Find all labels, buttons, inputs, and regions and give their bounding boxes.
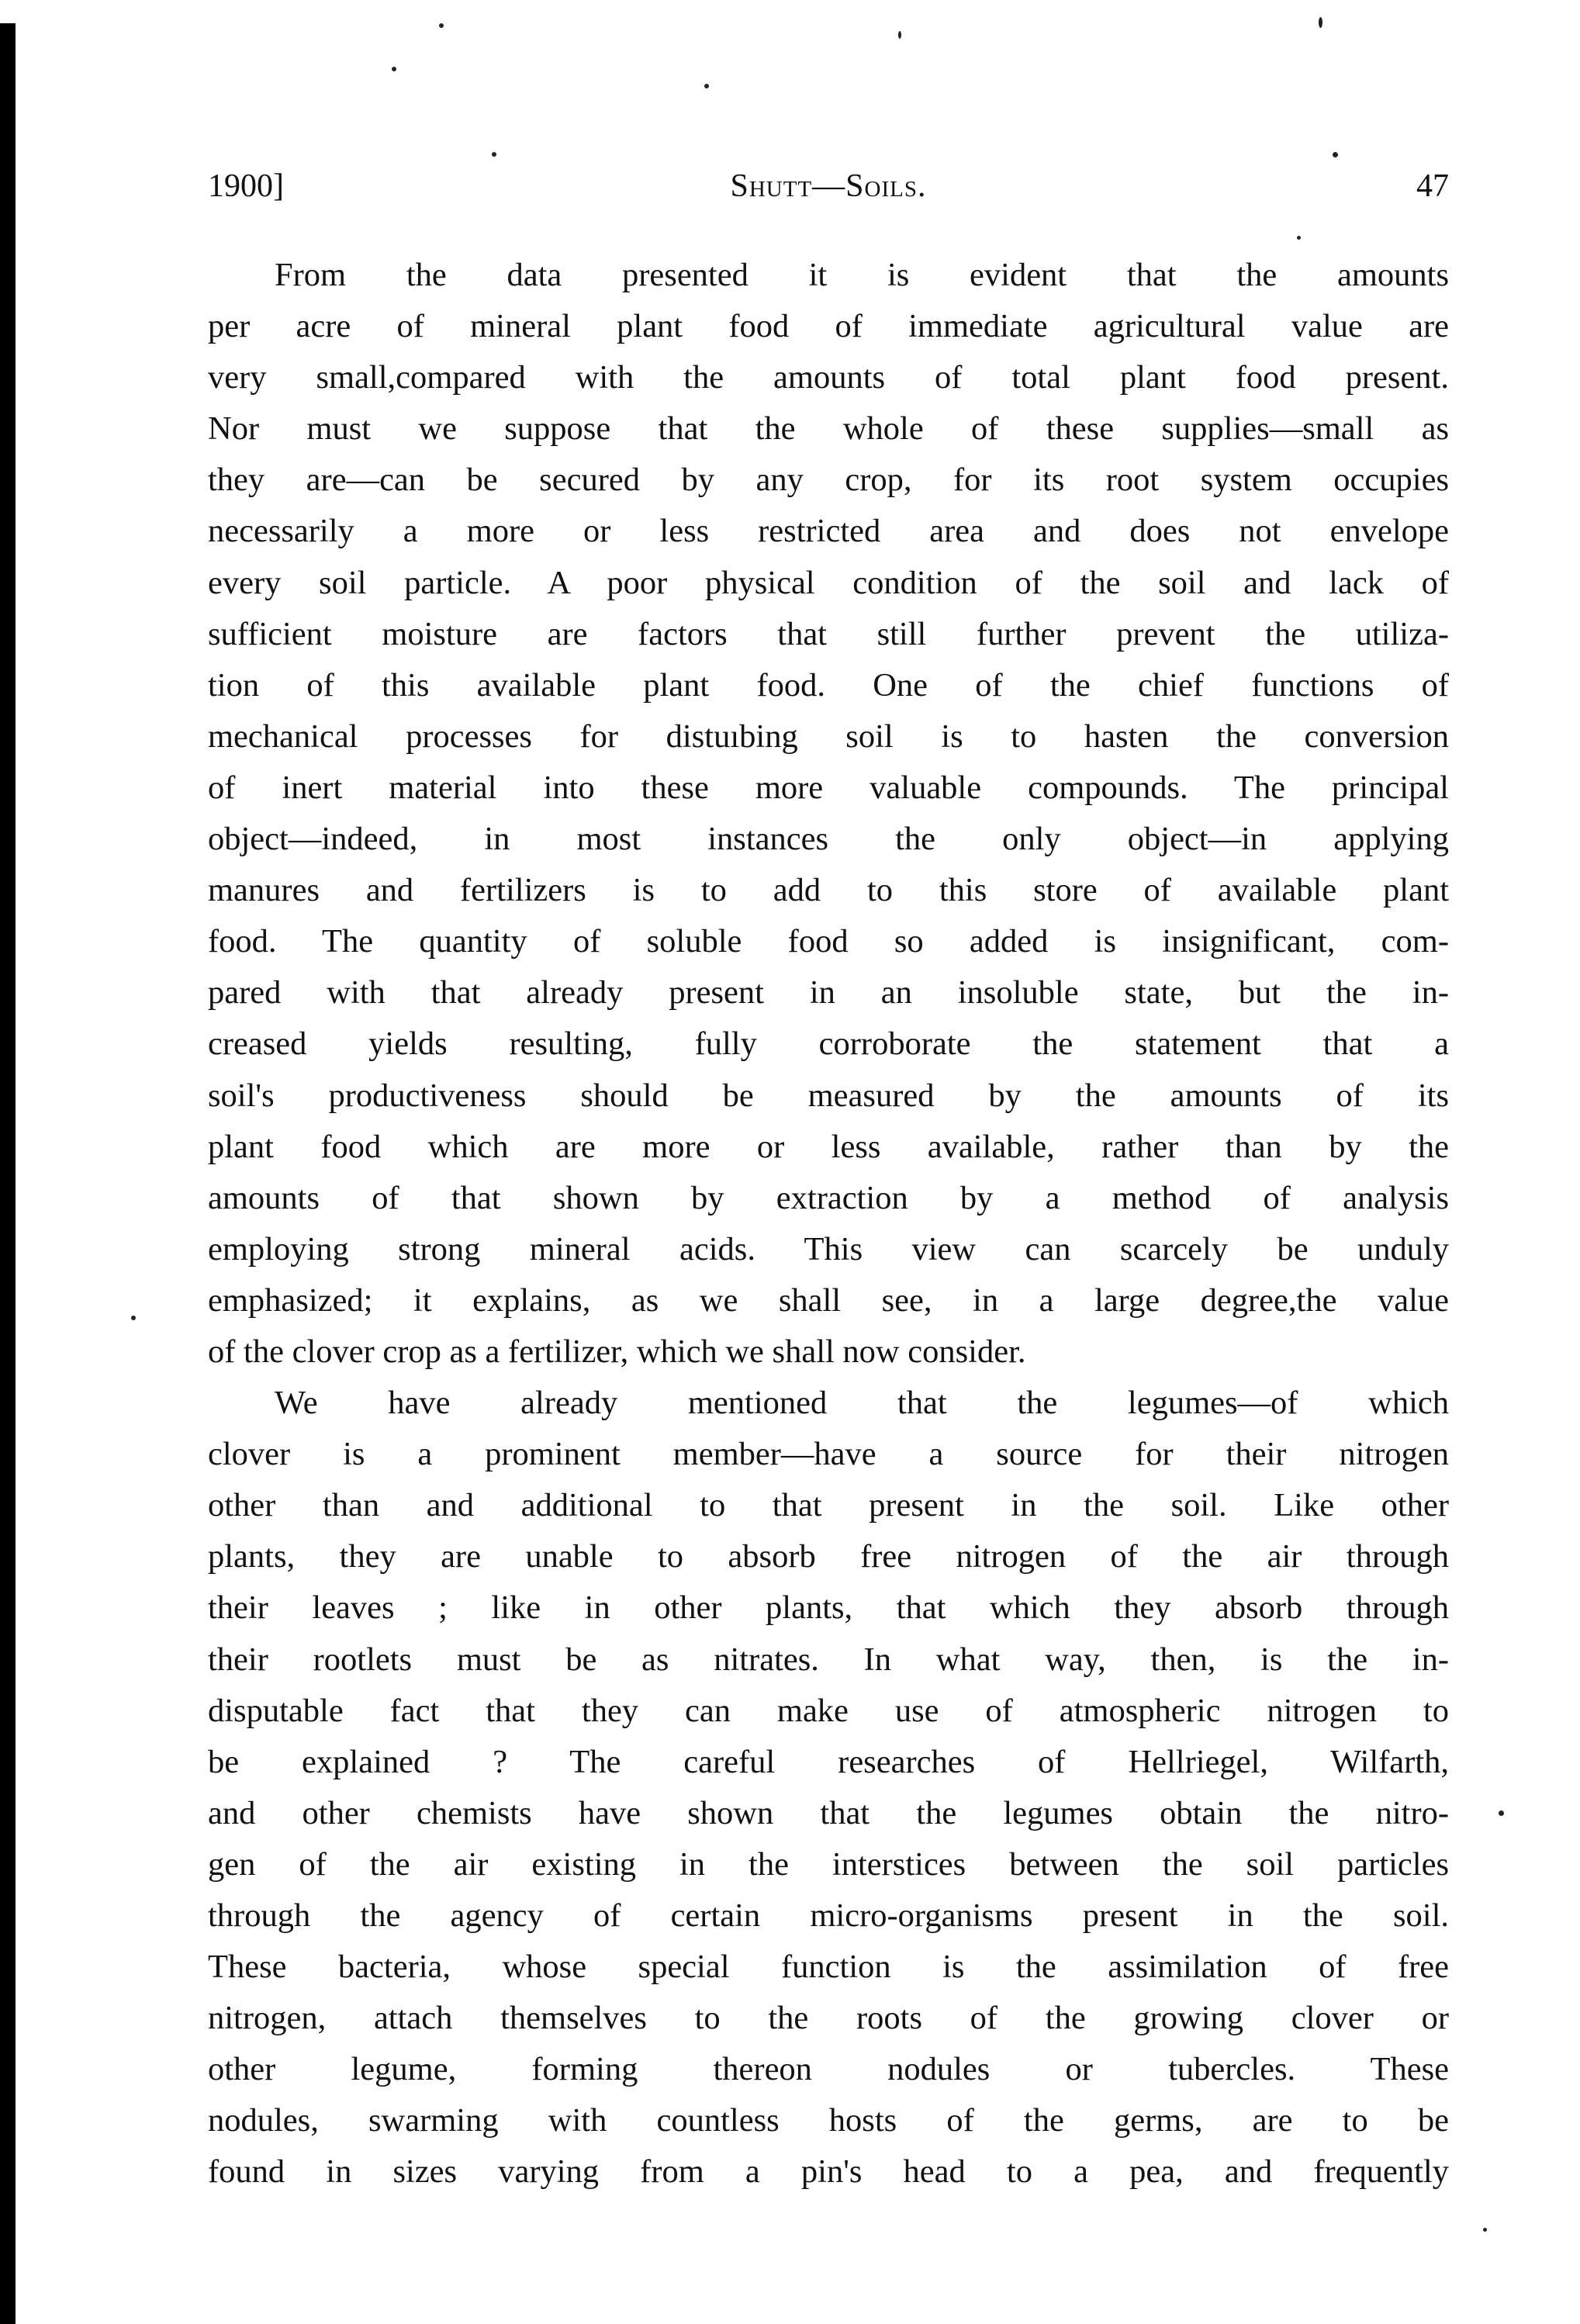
- scan-speck: [131, 1316, 136, 1320]
- scan-speck: [492, 152, 496, 157]
- text-line: through the agency of certain micro-organisms present in the soil.: [208, 1897, 1449, 1934]
- scan-speck: [704, 84, 709, 88]
- text-line: From the data presented it is evident that the amounts: [275, 257, 1449, 293]
- text-line: object—indeed, in most instances the only object—in applying: [208, 821, 1449, 858]
- text-line: food. The quantity of soluble food so added is insignificant, com-: [208, 923, 1449, 960]
- text-line: We have already mentioned that the legumes—of which: [275, 1385, 1449, 1422]
- text-line: and other chemists have shown that the legumes obtain the nitro-: [208, 1794, 1449, 1831]
- text-line: employing strong mineral acids. This view can scarcely be unduly: [208, 1230, 1449, 1267]
- text-line: tion of this available plant food. One of the chief functions of: [208, 666, 1449, 704]
- scan-speck: [1319, 17, 1322, 28]
- scan-speck: [898, 31, 901, 39]
- text-line: disputable fact that they can make use of atmospheric nitrogen to: [208, 1692, 1449, 1729]
- text-line: These bacteria, whose special function is the assimilation of free: [208, 1949, 1449, 1986]
- scan-speck: [392, 67, 396, 71]
- header-year: 1900]: [208, 168, 284, 204]
- page-header: [208, 168, 1449, 222]
- text-line: every soil particle. A poor physical condition of the soil and lack of: [208, 564, 1449, 601]
- text-line: nitrogen, attach themselves to the roots of the growing clover or: [208, 2000, 1449, 2037]
- text-line: creased yields resulting, fully corroborate the statement that a: [208, 1025, 1449, 1063]
- text-line: their rootlets must be as nitrates. In what way, then, is the in-: [208, 1641, 1449, 1678]
- text-line: Nor must we suppose that the whole of these supplies—small as: [208, 410, 1449, 448]
- text-line: emphasized; it explains, as we shall see, in a large degree,the value: [208, 1281, 1449, 1319]
- text-line: amounts of that shown by extraction by a method of analysis: [208, 1179, 1449, 1216]
- body-text: [208, 250, 1449, 2198]
- text-line: of inert material into these more valuable compounds. The principal: [208, 769, 1449, 806]
- text-line: other than and additional to that present in the soil. Like other: [208, 1487, 1449, 1524]
- text-line: nodules, swarming with countless hosts of the germs, are to be: [208, 2102, 1449, 2139]
- text-line: of the clover crop as a fertilizer, which we shall now consider.: [208, 1333, 1026, 1370]
- scan-speck: [439, 23, 444, 28]
- text-line: necessarily a more or less restricted area and does not envelope: [208, 513, 1449, 550]
- text-line: soil's productiveness should be measured by the amounts of its: [208, 1077, 1449, 1114]
- text-line: clover is a prominent member—have a source for their nitrogen: [208, 1436, 1449, 1473]
- text-line: pared with that already present in an insoluble state, but the in-: [208, 974, 1449, 1012]
- text-line: gen of the air existing in the interstices between the soil particles: [208, 1845, 1449, 1883]
- scan-speck: [1333, 152, 1338, 157]
- text-line: very small,compared with the amounts of total plant food present.: [208, 359, 1449, 396]
- text-line: their leaves ; like in other plants, that which they absorb through: [208, 1589, 1449, 1627]
- text-line: per acre of mineral plant food of immediate agricultural value are: [208, 308, 1449, 345]
- scan-speck: [1297, 236, 1301, 240]
- scan-speck: [1483, 2228, 1487, 2232]
- scan-edge-bar: [0, 23, 16, 2324]
- text-line: be explained ? The careful researches of Hellriegel, Wilfarth,: [208, 1743, 1449, 1780]
- text-line: manures and fertilizers is to add to this store of available plant: [208, 872, 1449, 909]
- page-number: 47: [1416, 168, 1449, 204]
- text-line: mechanical processes for distuıbing soil is to hasten the conversion: [208, 718, 1449, 755]
- text-line: other legume, forming thereon nodules or tubercles. These: [208, 2051, 1449, 2088]
- scan-speck: [1499, 1810, 1504, 1816]
- text-line: plants, they are unable to absorb free nitrogen of the air through: [208, 1538, 1449, 1575]
- text-line: plant food which are more or less available, rather than by the: [208, 1128, 1449, 1165]
- text-line: they are—can be secured by any crop, for its root system occupies: [208, 462, 1449, 499]
- text-line: found in sizes varying from a pin's head to a pea, and frequently: [208, 2153, 1449, 2191]
- running-title: Shutt—Soils.: [730, 168, 927, 204]
- text-line: sufficient moisture are factors that still further prevent the utiliza-: [208, 615, 1449, 652]
